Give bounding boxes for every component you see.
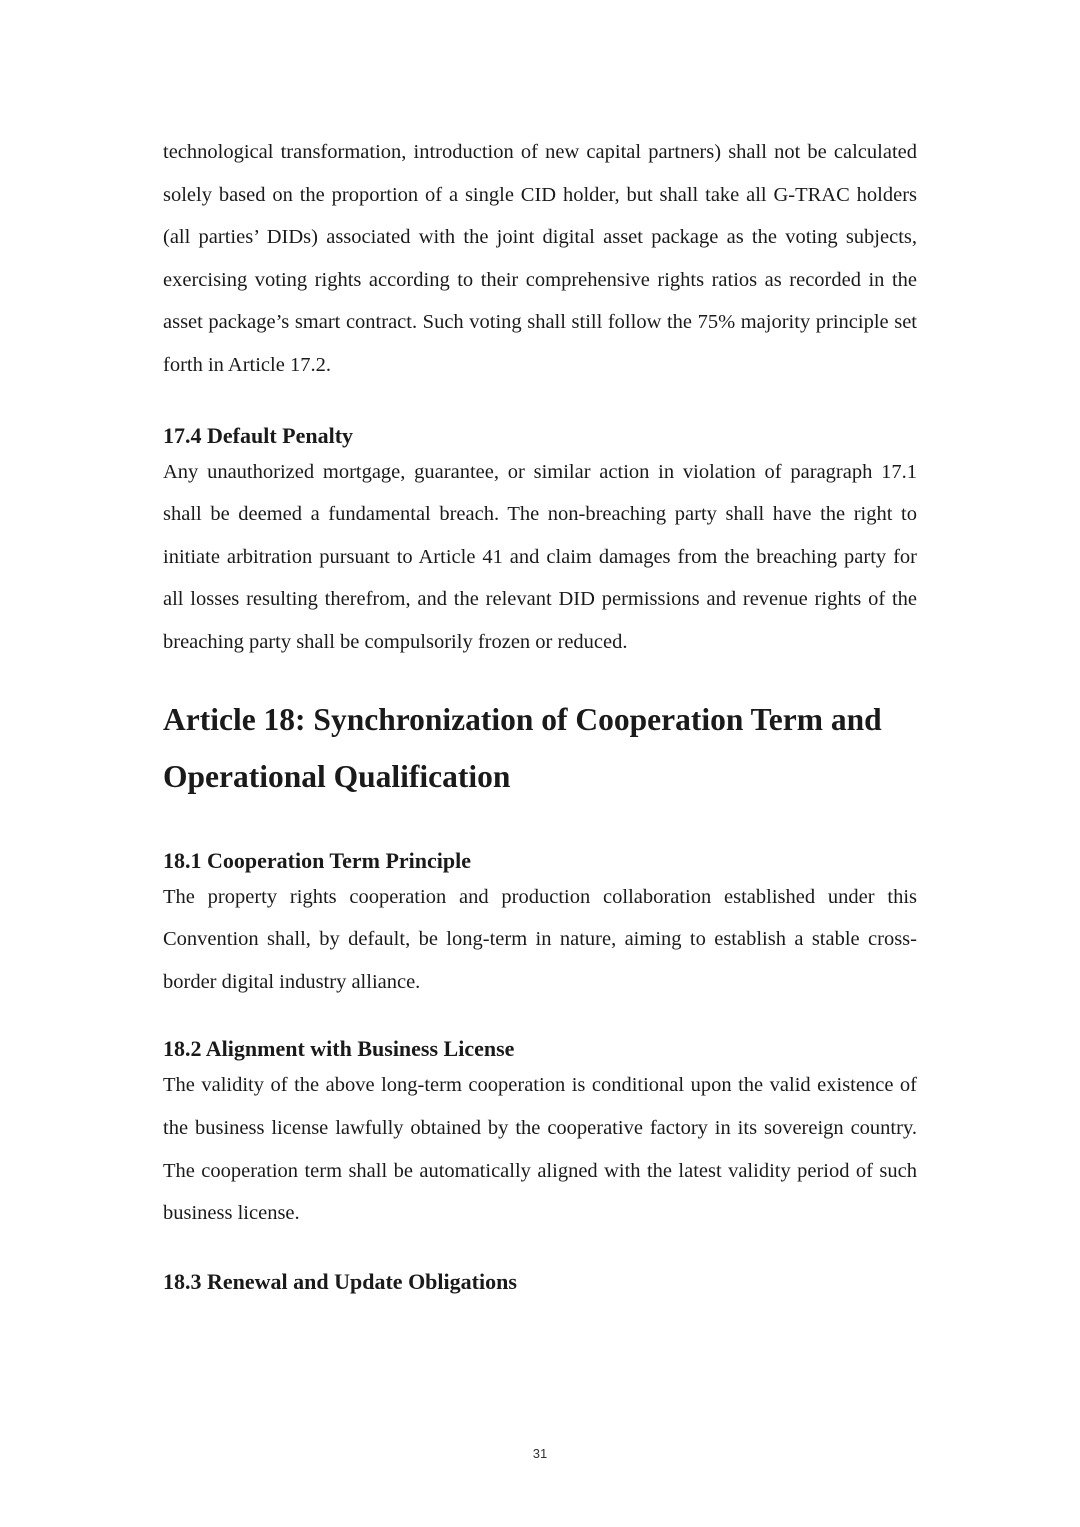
section-17-4-heading: 17.4 Default Penalty xyxy=(163,422,354,448)
section-18-1-text: The property rights cooperation and production collaboration established under this Convention shall, by default, be long-term in nature, aiming to establish a stable cross-border digital industry alliance. xyxy=(163,885,917,993)
article-18-title: Article 18: Synchronization of Cooperation Term and Operational Qualification xyxy=(163,701,882,794)
section-18-3-heading: 18.3 Renewal and Update Obligations xyxy=(163,1268,517,1294)
section-18-1-heading: 18.1 Cooperation Term Principle xyxy=(163,847,471,873)
continuation-paragraph: technological transformation, introduction of new capital partners) shall not be calculated solely based on the proportion of a single CID holder, but shall take all G-TRAC holders (all parties’ DIDs) associated with the joint digital asset package as the voting subjects, exercising voting rights according to their comprehensive rights ratios as recorded in the asset package’s smart contract. Such voting shall still follow the 75% majority principle set forth in Article 17.2. xyxy=(163,141,917,376)
page-number: 31 xyxy=(532,1446,548,1461)
section-18-2-text: The validity of the above long-term cooperation is conditional upon the valid existence of the business license lawfully obtained by the cooperative factory in its sovereign country. The cooperation term shall be automatically aligned with the latest validity period of such business license. xyxy=(163,1074,917,1225)
section-18-2-heading: 18.2 Alignment with Business License xyxy=(163,1036,515,1062)
document-page xyxy=(163,131,917,1297)
section-17-4-text: Any unauthorized mortgage, guarantee, or similar action in violation of paragraph 17.1 shall be deemed a fundamental breach. The non-breaching party shall have the right to initiate arbitration pursuant to Article 41 and claim damages from the breaching party for all losses resulting therefrom, and the relevant DID permissions and revenue rights of the breaching party shall be compulsorily frozen or reduced. xyxy=(163,460,917,653)
